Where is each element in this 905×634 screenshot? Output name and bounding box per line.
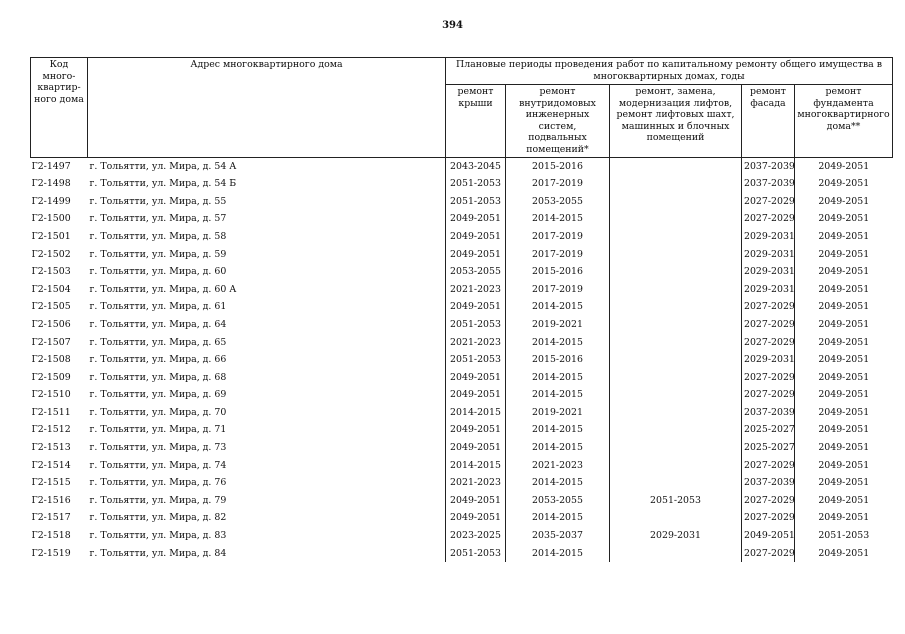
- cell-systems: 2015-2016: [506, 157, 610, 175]
- cell-code: Г2-1501: [31, 230, 71, 242]
- cell-facade: 2029-2031: [742, 351, 795, 369]
- cell-facade: 2029-2031: [742, 281, 795, 299]
- cell-systems: 2014-2015: [506, 298, 610, 316]
- cell-roof: 2051-2053: [446, 351, 506, 369]
- cell-systems: 2053-2055: [506, 193, 610, 211]
- cell-facade: 2029-2031: [742, 246, 795, 264]
- cell-code: Г2-1508: [31, 354, 71, 366]
- cell-address: г. Тольятти, ул. Мира, д. 83: [89, 530, 227, 542]
- cell-elevators: [610, 193, 742, 211]
- cell-roof: 2049-2051: [446, 369, 506, 387]
- cell-elevators: [610, 281, 742, 299]
- cell-code: Г2-1506: [31, 318, 71, 330]
- cell-code: Г2-1513: [31, 442, 71, 454]
- table-row: [31, 545, 893, 563]
- table-row: [31, 404, 893, 422]
- table-row: [31, 175, 893, 193]
- table-row: [31, 527, 893, 545]
- cell-facade: 2029-2031: [742, 228, 795, 246]
- cell-code: Г2-1497: [31, 160, 71, 172]
- cell-facade: 2027-2029: [742, 369, 795, 387]
- cell-foundation: 2051-2053: [795, 527, 893, 545]
- table-row: [31, 210, 893, 228]
- cell-elevators: [610, 404, 742, 422]
- cell-address: г. Тольятти, ул. Мира, д. 73: [89, 442, 227, 454]
- table-row: [31, 386, 893, 404]
- cell-roof: 2051-2053: [446, 316, 506, 334]
- cell-elevators: [610, 263, 742, 281]
- cell-code: Г2-1500: [31, 213, 71, 225]
- cell-systems: 2019-2021: [506, 316, 610, 334]
- table-row: [31, 369, 893, 387]
- cell-foundation: 2049-2051: [795, 246, 893, 264]
- cell-address: г. Тольятти, ул. Мира, д. 60: [89, 266, 227, 278]
- table-row: [31, 492, 893, 510]
- table-row: [31, 457, 893, 475]
- cell-address: г. Тольятти, ул. Мира, д. 57: [89, 213, 227, 225]
- col-header-roof: ремонт крыши: [446, 85, 506, 158]
- cell-address: г. Тольятти, ул. Мира, д. 79: [89, 494, 227, 506]
- col-header-facade: ремонт фасада: [742, 85, 795, 158]
- repair-schedule-table: [30, 57, 893, 562]
- cell-elevators: [610, 457, 742, 475]
- cell-address: г. Тольятти, ул. Мира, д. 76: [89, 477, 227, 489]
- cell-roof: 2043-2045: [446, 157, 506, 175]
- cell-facade: 2037-2039: [742, 404, 795, 422]
- cell-roof: 2049-2051: [446, 439, 506, 457]
- table-row: [31, 474, 893, 492]
- cell-address: г. Тольятти, ул. Мира, д. 71: [89, 424, 227, 436]
- cell-roof: 2014-2015: [446, 457, 506, 475]
- table-row: [31, 351, 893, 369]
- cell-systems: 2053-2055: [506, 492, 610, 510]
- cell-foundation: 2049-2051: [795, 351, 893, 369]
- cell-code: Г2-1515: [31, 477, 71, 489]
- cell-roof: 2051-2053: [446, 193, 506, 211]
- cell-systems: 2014-2015: [506, 474, 610, 492]
- cell-foundation: 2049-2051: [795, 316, 893, 334]
- cell-systems: 2015-2016: [506, 351, 610, 369]
- cell-code: Г2-1509: [31, 371, 71, 383]
- cell-foundation: 2049-2051: [795, 457, 893, 475]
- cell-facade: 2025-2027: [742, 439, 795, 457]
- cell-facade: 2027-2029: [742, 193, 795, 211]
- cell-code: Г2-1507: [31, 336, 71, 348]
- cell-foundation: 2049-2051: [795, 334, 893, 352]
- cell-code: Г2-1510: [31, 389, 71, 401]
- cell-systems: 2017-2019: [506, 228, 610, 246]
- table-header-row: [31, 58, 893, 85]
- table-row: [31, 334, 893, 352]
- table-row: [31, 509, 893, 527]
- cell-roof: 2021-2023: [446, 281, 506, 299]
- table-row: [31, 439, 893, 457]
- cell-systems: 2035-2037: [506, 527, 610, 545]
- cell-address: г. Тольятти, ул. Мира, д. 74: [89, 459, 227, 471]
- cell-address: г. Тольятти, ул. Мира, д. 84: [89, 547, 227, 559]
- table-row: [31, 316, 893, 334]
- table-row: [31, 228, 893, 246]
- col-header-foundation: ремонт фундамента многоквартирного дома**: [795, 85, 893, 158]
- cell-facade: 2025-2027: [742, 421, 795, 439]
- cell-systems: 2015-2016: [506, 263, 610, 281]
- cell-roof: 2049-2051: [446, 298, 506, 316]
- cell-address: г. Тольятти, ул. Мира, д. 54 Б: [89, 178, 237, 190]
- cell-elevators: [610, 157, 742, 175]
- cell-code: Г2-1505: [31, 301, 71, 313]
- cell-facade: 2027-2029: [742, 457, 795, 475]
- table-row: [31, 263, 893, 281]
- cell-roof: 2051-2053: [446, 545, 506, 563]
- cell-foundation: 2049-2051: [795, 439, 893, 457]
- cell-facade: 2037-2039: [742, 474, 795, 492]
- cell-elevators: [610, 175, 742, 193]
- cell-code: Г2-1511: [31, 406, 71, 418]
- cell-code: Г2-1514: [31, 459, 71, 471]
- cell-address: г. Тольятти, ул. Мира, д. 65: [89, 336, 227, 348]
- col-header-systems: ремонт внутридомовых инженерных систем, подвальных помещений*: [506, 85, 610, 158]
- cell-systems: 2014-2015: [506, 210, 610, 228]
- cell-elevators: [610, 210, 742, 228]
- cell-facade: 2027-2029: [742, 334, 795, 352]
- cell-facade: 2027-2029: [742, 545, 795, 563]
- cell-elevators: [610, 298, 742, 316]
- cell-roof: 2049-2051: [446, 492, 506, 510]
- cell-code: Г2-1517: [31, 512, 71, 524]
- cell-elevators: [610, 228, 742, 246]
- table-row: [31, 157, 893, 175]
- cell-foundation: 2049-2051: [795, 509, 893, 527]
- cell-systems: 2014-2015: [506, 545, 610, 563]
- cell-elevators: 2029-2031: [610, 527, 742, 545]
- cell-elevators: [610, 509, 742, 527]
- cell-foundation: 2049-2051: [795, 474, 893, 492]
- table-body: [31, 157, 893, 562]
- cell-facade: 2027-2029: [742, 492, 795, 510]
- cell-systems: 2014-2015: [506, 334, 610, 352]
- cell-foundation: 2049-2051: [795, 210, 893, 228]
- cell-systems: 2014-2015: [506, 369, 610, 387]
- cell-address: г. Тольятти, ул. Мира, д. 66: [89, 354, 227, 366]
- cell-systems: 2017-2019: [506, 246, 610, 264]
- cell-foundation: 2049-2051: [795, 193, 893, 211]
- cell-facade: 2029-2031: [742, 263, 795, 281]
- cell-roof: 2023-2025: [446, 527, 506, 545]
- cell-foundation: 2049-2051: [795, 421, 893, 439]
- cell-code: Г2-1502: [31, 248, 71, 260]
- table-row: [31, 281, 893, 299]
- cell-address: г. Тольятти, ул. Мира, д. 64: [89, 318, 227, 330]
- cell-foundation: 2049-2051: [795, 157, 893, 175]
- cell-facade: 2027-2029: [742, 316, 795, 334]
- cell-systems: 2017-2019: [506, 175, 610, 193]
- cell-roof: 2049-2051: [446, 386, 506, 404]
- cell-systems: 2021-2023: [506, 457, 610, 475]
- cell-roof: 2049-2051: [446, 421, 506, 439]
- cell-roof: 2049-2051: [446, 509, 506, 527]
- cell-elevators: [610, 334, 742, 352]
- cell-elevators: [610, 369, 742, 387]
- cell-code: Г2-1504: [31, 283, 71, 295]
- cell-foundation: 2049-2051: [795, 545, 893, 563]
- cell-facade: 2049-2051: [742, 527, 795, 545]
- cell-code: Г2-1499: [31, 195, 71, 207]
- cell-address: г. Тольятти, ул. Мира, д. 82: [89, 512, 227, 524]
- cell-systems: 2014-2015: [506, 509, 610, 527]
- cell-code: Г2-1519: [31, 547, 71, 559]
- cell-code: Г2-1516: [31, 494, 71, 506]
- col-header-periods: Плановые периоды проведения работ по капитальному ремонту общего имущества в многоквартирных домах, годы: [446, 58, 893, 85]
- cell-elevators: 2051-2053: [610, 492, 742, 510]
- cell-roof: 2014-2015: [446, 404, 506, 422]
- cell-roof: 2049-2051: [446, 210, 506, 228]
- cell-code: Г2-1512: [31, 424, 71, 436]
- cell-elevators: [610, 474, 742, 492]
- col-header-elevators: ремонт, замена, модернизация лифтов, ремонт лифтовых шахт, машинных и блочных помещений: [610, 85, 742, 158]
- cell-systems: 2014-2015: [506, 439, 610, 457]
- cell-facade: 2027-2029: [742, 386, 795, 404]
- cell-elevators: [610, 246, 742, 264]
- cell-foundation: 2049-2051: [795, 175, 893, 193]
- table-row: [31, 298, 893, 316]
- cell-facade: 2027-2029: [742, 210, 795, 228]
- cell-elevators: [610, 351, 742, 369]
- cell-foundation: 2049-2051: [795, 369, 893, 387]
- cell-systems: 2019-2021: [506, 404, 610, 422]
- cell-facade: 2037-2039: [742, 157, 795, 175]
- cell-elevators: [610, 439, 742, 457]
- cell-roof: 2021-2023: [446, 334, 506, 352]
- cell-code: Г2-1503: [31, 266, 71, 278]
- cell-systems: 2017-2019: [506, 281, 610, 299]
- cell-facade: 2037-2039: [742, 175, 795, 193]
- cell-address: г. Тольятти, ул. Мира, д. 68: [89, 371, 227, 383]
- cell-foundation: 2049-2051: [795, 298, 893, 316]
- cell-foundation: 2049-2051: [795, 492, 893, 510]
- cell-elevators: [610, 386, 742, 404]
- cell-address: г. Тольятти, ул. Мира, д. 70: [89, 406, 227, 418]
- cell-address: г. Тольятти, ул. Мира, д. 58: [89, 230, 227, 242]
- cell-roof: 2051-2053: [446, 175, 506, 193]
- cell-foundation: 2049-2051: [795, 404, 893, 422]
- table-row: [31, 246, 893, 264]
- table-row: [31, 193, 893, 211]
- cell-foundation: 2049-2051: [795, 228, 893, 246]
- col-header-code: Код много-квартир-ного дома: [31, 58, 88, 158]
- cell-address: г. Тольятти, ул. Мира, д. 59: [89, 248, 227, 260]
- cell-foundation: 2049-2051: [795, 281, 893, 299]
- cell-roof: 2053-2055: [446, 263, 506, 281]
- table-row: [31, 421, 893, 439]
- cell-code: Г2-1498: [31, 178, 71, 190]
- cell-code: Г2-1518: [31, 530, 71, 542]
- cell-systems: 2014-2015: [506, 386, 610, 404]
- cell-foundation: 2049-2051: [795, 263, 893, 281]
- cell-systems: 2014-2015: [506, 421, 610, 439]
- cell-address: г. Тольятти, ул. Мира, д. 60 А: [89, 283, 237, 295]
- cell-address: г. Тольятти, ул. Мира, д. 55: [89, 195, 227, 207]
- cell-address: г. Тольятти, ул. Мира, д. 61: [89, 301, 227, 313]
- cell-foundation: 2049-2051: [795, 386, 893, 404]
- cell-facade: 2027-2029: [742, 298, 795, 316]
- page-number: 394: [442, 20, 463, 31]
- cell-roof: 2049-2051: [446, 246, 506, 264]
- cell-roof: 2049-2051: [446, 228, 506, 246]
- cell-elevators: [610, 421, 742, 439]
- cell-address: г. Тольятти, ул. Мира, д. 69: [89, 389, 227, 401]
- cell-elevators: [610, 316, 742, 334]
- cell-roof: 2021-2023: [446, 474, 506, 492]
- cell-elevators: [610, 545, 742, 563]
- col-header-address: Адрес многоквартирного дома: [88, 58, 446, 158]
- cell-address: г. Тольятти, ул. Мира, д. 54 А: [89, 160, 237, 172]
- cell-facade: 2027-2029: [742, 509, 795, 527]
